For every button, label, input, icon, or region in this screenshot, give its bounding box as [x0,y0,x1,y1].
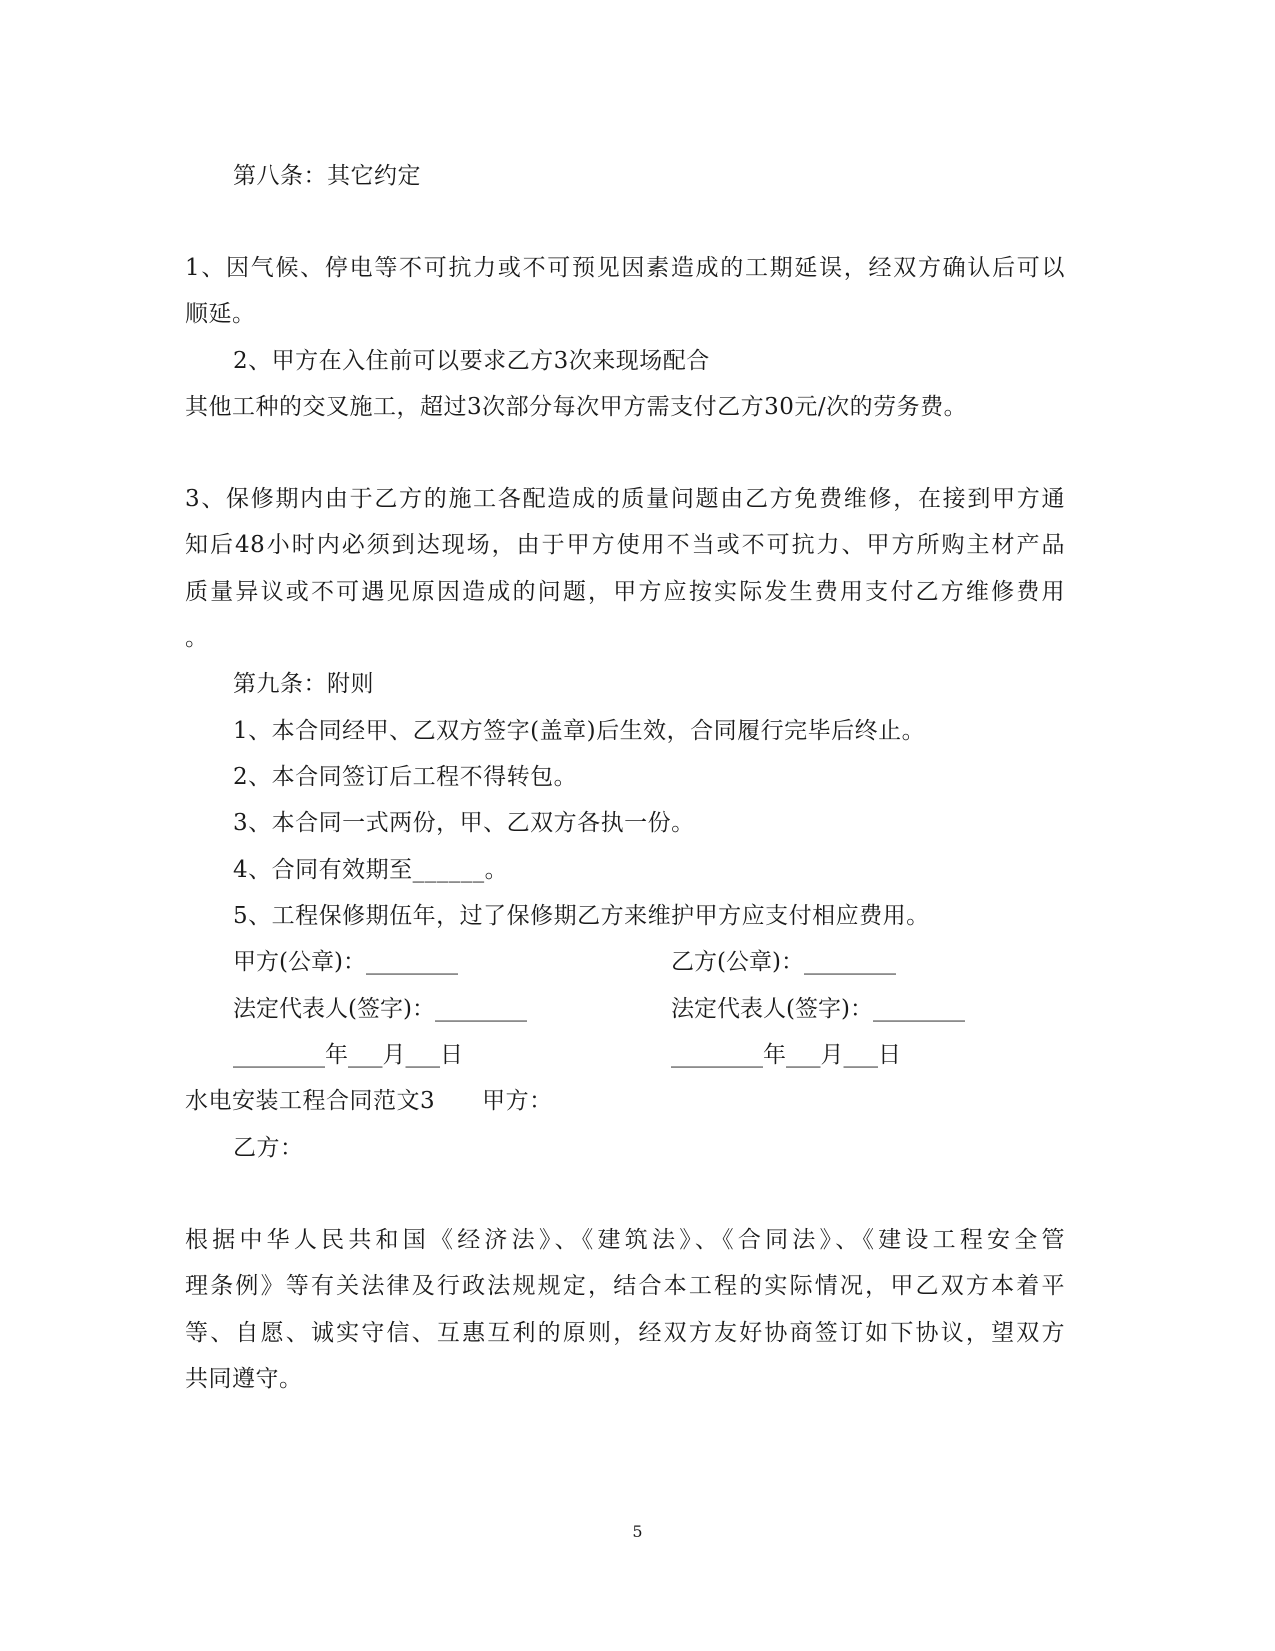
party-b-representative-line: 法定代表人(签字)：________ [671,996,965,1022]
article-8-item-3-line-1: 3、保修期内由于乙方的施工各配造成的质量问题由乙方免费维修，在接到甲方通 [185,486,1065,512]
party-b-seal-line: 乙方(公章)：________ [671,949,896,975]
article-9-item-1: 1、本合同经甲、乙双方签字(盖章)后生效，合同履行完毕后终止。 [233,718,926,744]
party-a-seal-line: 甲方(公章)：________ [233,949,458,975]
sample-3-intro-line-3: 等、自愿、诚实守信、互惠互利的原则，经双方友好协商签订如下协议，望双方 [185,1320,1065,1346]
article-9-item-3: 3、本合同一式两份，甲、乙双方各执一份。 [233,810,695,836]
article-9-item-4: 4、合同有效期至______。 [233,857,509,883]
article-9-item-2: 2、本合同签订后工程不得转包。 [233,764,578,790]
article-8-item-2-line-2: 其他工种的交叉施工，超过3次部分每次甲方需支付乙方30元/次的劳务费。 [185,394,968,420]
sample-3-intro-line-4: 共同遵守。 [185,1366,303,1392]
sample-3-party-b: 乙方： [233,1135,304,1161]
party-a-representative-line: 法定代表人(签字)：________ [233,996,527,1022]
article-8-item-2-line-1: 2、甲方在入住前可以要求乙方3次来现场配合 [233,348,710,374]
article-9-item-5: 5、工程保修期伍年，过了保修期乙方来维护甲方应支付相应费用。 [233,903,930,929]
sample-3-intro-line-1: 根据中华人民共和国《经济法》、《建筑法》、《合同法》、《建设工程安全管 [185,1227,1065,1253]
article-8-item-3-line-2: 知后48小时内必须到达现场，由于甲方使用不当或不可抗力、甲方所购主材产品 [185,532,1065,558]
sample-3-intro-line-2: 理条例》等有关法律及行政法规规定，结合本工程的实际情况，甲乙双方本着平 [185,1273,1065,1299]
article-8-heading: 第八条：其它约定 [233,163,421,189]
party-a-date-line: ________年___月___日 [233,1042,463,1068]
article-9-heading: 第九条：附则 [233,671,374,697]
article-8-item-1-line-2: 顺延。 [185,301,256,327]
party-b-date-line: ________年___月___日 [671,1042,901,1068]
article-8-item-3-line-4: 。 [185,625,209,651]
article-8-item-3-line-3: 质量异议或不可遇见原因造成的问题，甲方应按实际发生费用支付乙方维修费用 [185,579,1065,605]
sample-3-title-line: 水电安装工程合同范文3 甲方： [185,1088,553,1114]
article-8-item-1-line-1: 1、因气候、停电等不可抗力或不可预见因素造成的工期延误，经双方确认后可以 [185,255,1065,281]
page-number: 5 [632,1522,643,1541]
